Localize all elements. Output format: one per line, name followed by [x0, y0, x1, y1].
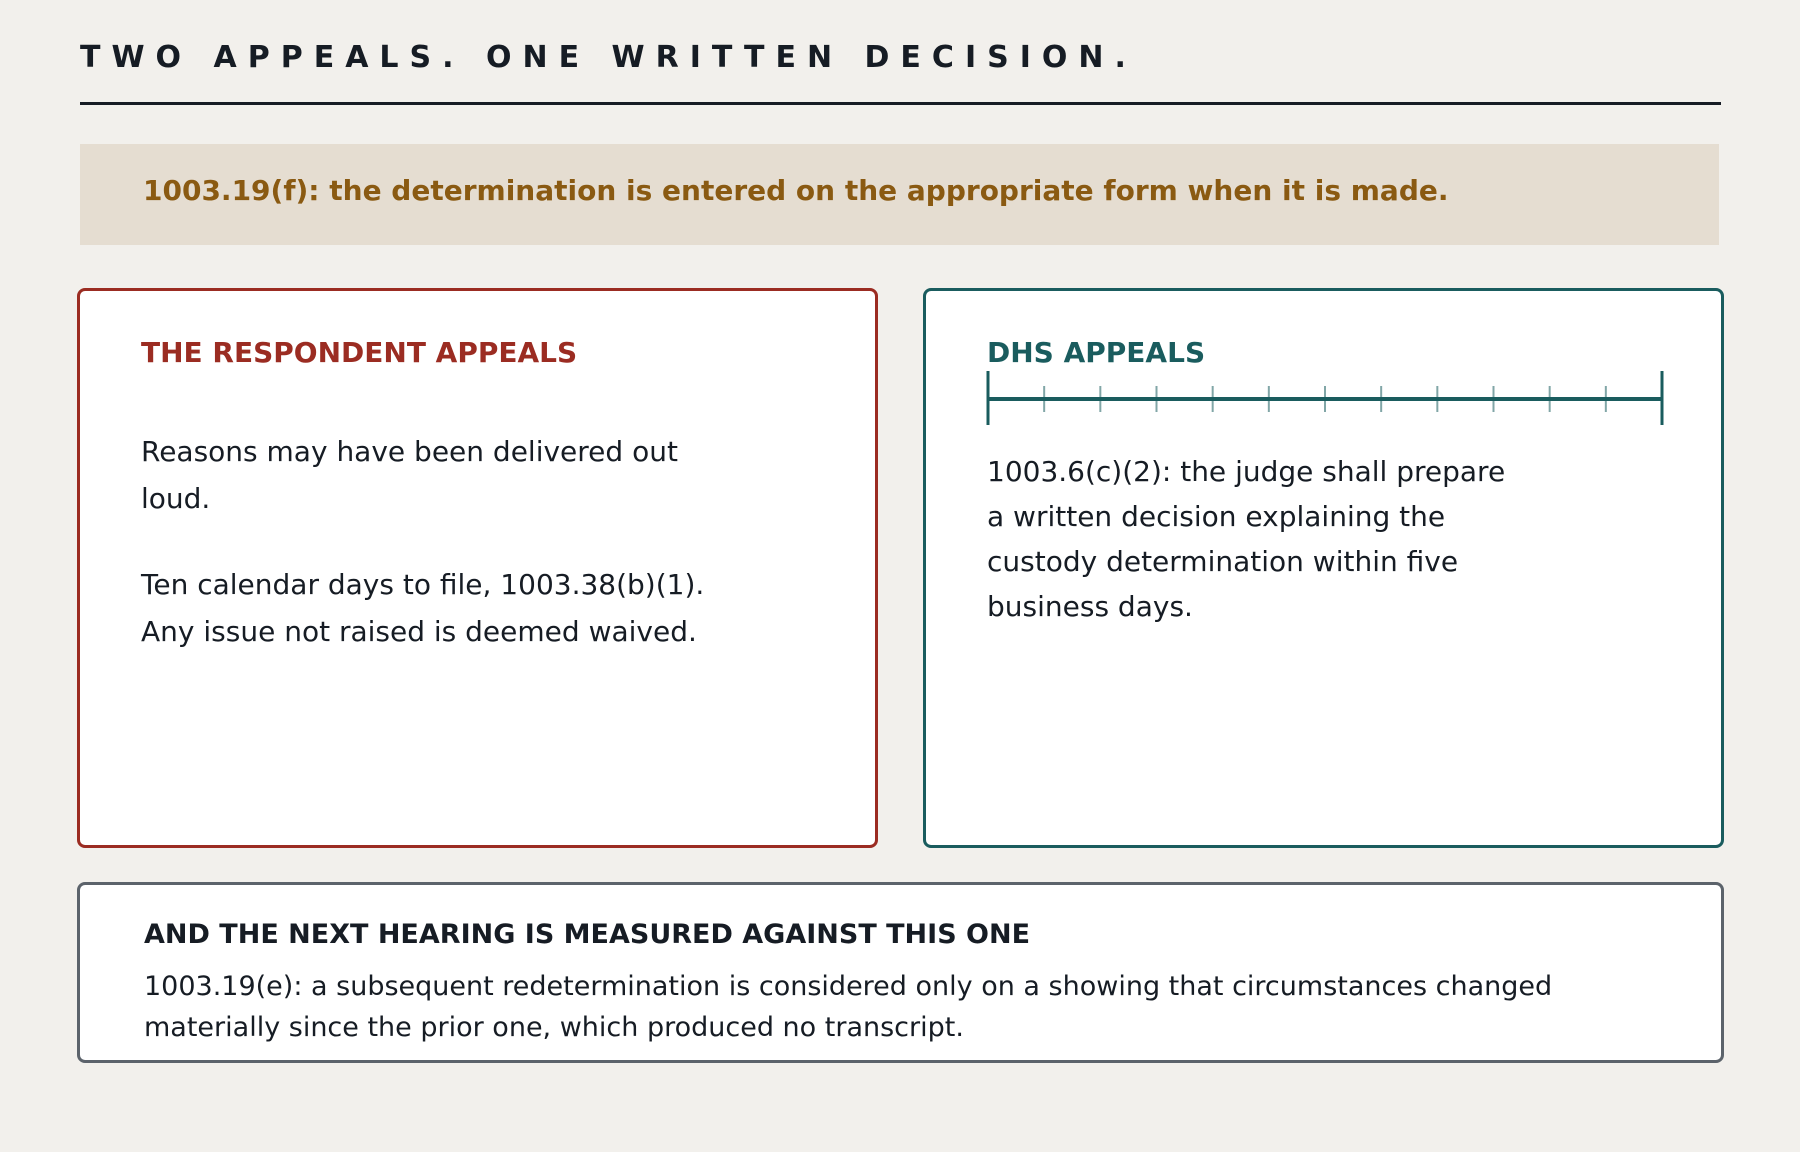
- dhs-paragraph: 1003.6(c)(2): the judge shall prepare a written decision explaining the custody determination within five business days.: [987, 455, 1506, 623]
- rule-banner: [80, 144, 1719, 245]
- fading-dashed-line: [141, 395, 811, 401]
- title-divider: [80, 102, 1721, 105]
- respondent-heading: THE RESPONDENT APPEALS: [141, 336, 578, 369]
- next-hearing-heading: AND THE NEXT HEARING IS MEASURED AGAINST THIS ONE: [144, 919, 1031, 950]
- page-title: TWO APPEALS. ONE WRITTEN DECISION.: [80, 40, 1137, 75]
- dhs-appeals-card: [923, 288, 1724, 848]
- respondent-paragraph-2: Ten calendar days to file, 1003.38(b)(1). Any issue not raised is deemed waived.: [141, 568, 705, 648]
- respondent-paragraph-1: Reasons may have been delivered out loud.: [141, 435, 678, 515]
- next-hearing-card: [77, 882, 1724, 1063]
- respondent-appeals-card: [77, 288, 878, 848]
- next-hearing-text: 1003.19(e): a subsequent redetermination is considered only on a showing that circumstances changed materially since the prior one, which produced no transcript.: [144, 971, 1553, 1043]
- dhs-heading: DHS APPEALS: [987, 336, 1206, 369]
- five-day-timeline: [986, 369, 1666, 429]
- banner-text: 1003.19(f): the determination is entered on the appropriate form when it is made.: [143, 174, 1449, 207]
